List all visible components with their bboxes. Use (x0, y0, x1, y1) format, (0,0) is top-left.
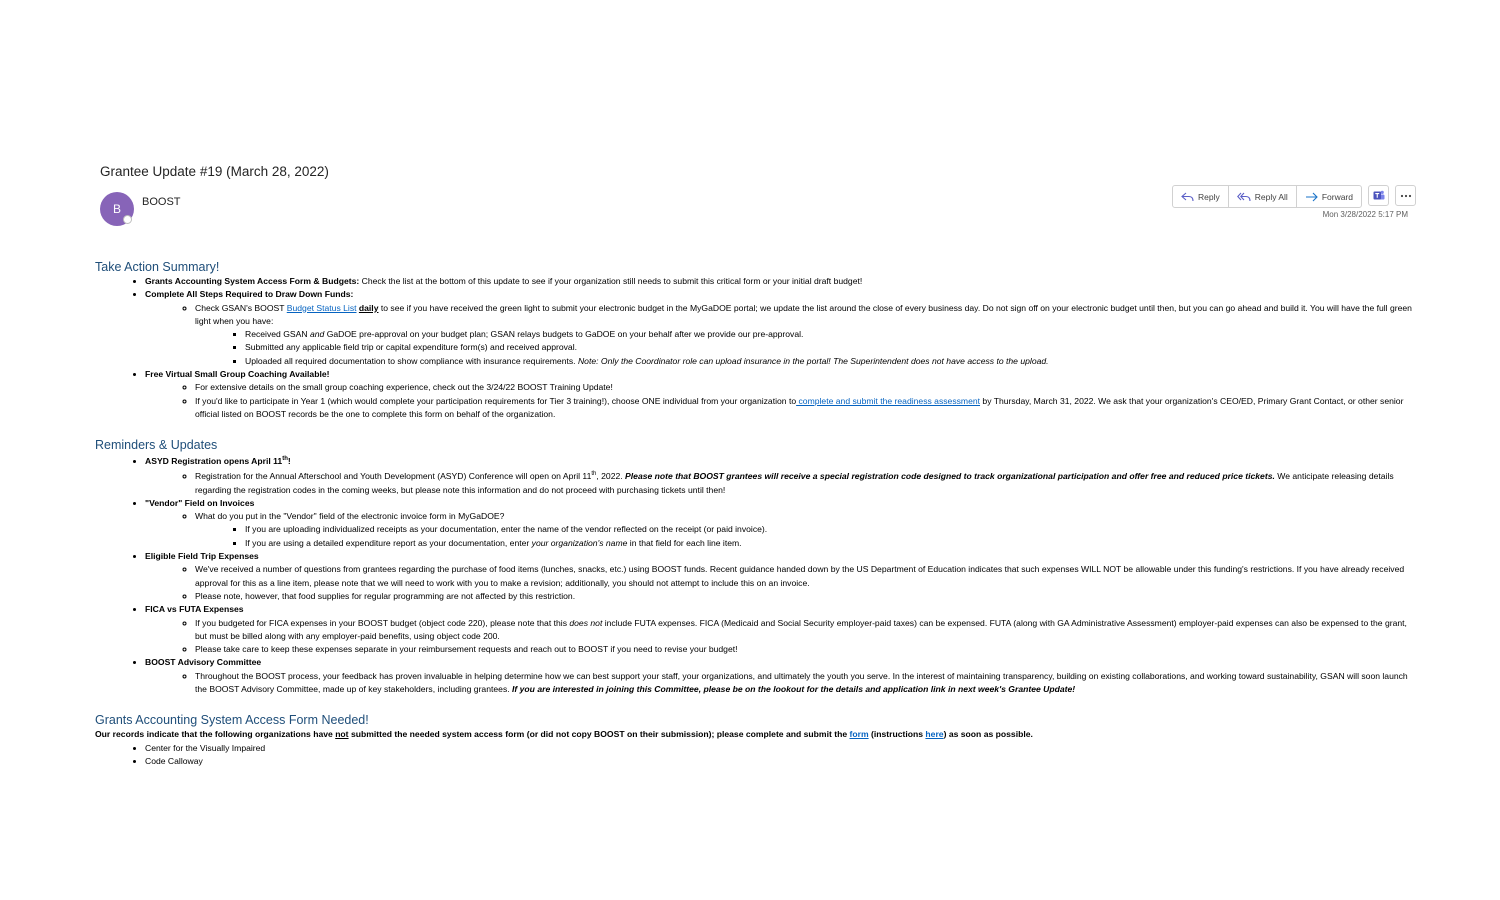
list-item (245, 328, 1415, 341)
reply-icon (1181, 192, 1194, 202)
list-item (195, 395, 1415, 422)
reply-all-button[interactable] (1229, 186, 1297, 207)
item-text: Check GSAN's BOOST (195, 302, 287, 313)
reply-all-icon (1237, 192, 1251, 202)
budget-status-list-link[interactable]: Budget Status List (286, 302, 357, 313)
item-text: Uploaded all required documentation to show compliance with insurance requirements. (245, 355, 578, 366)
daily-emphasis: daily (358, 302, 379, 313)
take-action-heading: Take Action Summary! (95, 260, 220, 274)
list-item: ▪ If you are using a detailed expenditure report as your documentation, enter your organization's name in that field for each line item. (245, 537, 1415, 550)
message-actions (1172, 185, 1416, 208)
timestamp: Mon 3/28/2022 5:17 PM (1322, 210, 1408, 219)
take-action-list (95, 275, 1415, 421)
list-item (145, 603, 1415, 656)
list-item: ◦ Please take care to keep these expenses separate in your reimbursement requests and reach out to BOOST if you need to revise your budget! (195, 643, 1415, 656)
item-title: Grants Accounting System Access Form & Budgets: (145, 276, 360, 286)
item-text: GaDOE pre-approval on your budget plan; GSAN relays budgets to GaDOE on your behalf after we provide our pre-approval. (324, 329, 804, 340)
reminders-list (95, 453, 1415, 696)
item-emphasis: If you are interested in joining this Committee, please be on the lookout for the details and application link in next week's Grantee Update! (512, 684, 1076, 695)
list-item: • Center for the Visually Impaired (145, 742, 1415, 755)
email-body (95, 259, 1415, 768)
teams-icon (1373, 190, 1385, 201)
item-emphasis: does not (569, 617, 603, 628)
instructions-here-link[interactable]: here (925, 729, 944, 740)
list-item: ◦ If you budgeted for FICA expenses in your BOOST budget (object code 220), please note that this does not include FUTA expenses. FICA (Medicaid and Social Security employer-paid taxes) can be expensed. FUTA (along with GA Administrative Assessment) employer-paid expenses can also be expensed to the grant, but must be billed along with any employer-paid benefits, using object code 200. (195, 617, 1415, 644)
item-text: to see if you have received the green light to submit your electronic budget in the MyGaDOE portal; we update the list around the close of every business day. Do not sign off on your electronic budget until then, but you can go ahead and build it. You will have the full green light when you have: (195, 302, 1412, 326)
reminders-heading: Reminders & Updates (95, 438, 218, 453)
list-item (245, 355, 1415, 368)
teams-button[interactable] (1368, 185, 1389, 206)
item-text: If you'd like to participate in Year 1 (which would complete your participation requirements for Tier 3 training!), choose ONE individual from your organization to (195, 395, 797, 406)
item-emphasis: Note: Only the Coordinator role can upload insurance in the portal! The Superintendent does not have access to the upload. (577, 355, 1049, 366)
item-title: "Vendor" Field on Invoices (145, 497, 255, 508)
item-text: Received GSAN (245, 329, 310, 340)
list-item: ◦ For extensive details on the small group coaching experience, check out the 3/24/22 BOOST Training Update! (195, 381, 1415, 394)
item-title: ASYD Registration opens April 11th! (145, 456, 291, 467)
reply-button[interactable] (1173, 186, 1229, 207)
email-subject: Grantee Update #19 (March 28, 2022) (100, 164, 329, 179)
list-item: • Code Calloway (145, 755, 1415, 768)
list-item: ▪ Submitted any applicable field trip or capital expenditure form(s) and received approval. (245, 341, 1415, 354)
reply-label: Reply (1198, 191, 1220, 202)
list-item: ◦ Throughout the BOOST process, your feedback has proven invaluable in helping determine how we can best support your staff, your organizations, and ultimately the youth you serve. In the interest of maintaining transparency, building on existing collaborations, and working toward sustainability, GSAN will soon launch the BOOST Advisory Committee, made up of key stakeholders, including grantees. If you are interested in joining this Committee, please be on the lookout for the details and application link in next week's Grantee Update! (195, 670, 1415, 697)
sender-name[interactable]: BOOST (142, 196, 181, 208)
list-item (145, 368, 1415, 421)
gas-form-notice: Our records indicate that the following organizations have not submitted the needed system access form (or did not copy BOOST on their submission); please complete and submit the form (instructions here) as soon as possible. (95, 729, 1033, 740)
reply-button-group (1172, 185, 1362, 208)
list-item: ◦ We've received a number of questions from grantees regarding the purchase of food items (lunches, snacks, etc.) using BOOST funds. Recent guidance handed down by the US Department of Education indicates that such expenses WILL NOT be allowable under this funding's restrictions. If you have already received approval for this as a line item, please note that we will need to work with you to make a revision; additionally, you should not attempt to include this on an invoice. (195, 563, 1415, 590)
item-emphasis: and (309, 329, 325, 340)
item-title: BOOST Advisory Committee (145, 657, 262, 668)
form-link[interactable]: form (849, 729, 869, 740)
list-item (145, 275, 1415, 288)
avatar-initial: B (112, 202, 121, 216)
organizations-list (95, 742, 1415, 769)
item-text: Check the list at the bottom of this update to see if your organization still needs to submit this critical form or your initial draft budget! (359, 276, 863, 286)
list-item (195, 302, 1415, 368)
reply-all-label: Reply All (1254, 191, 1288, 202)
list-item: ▪ If you are uploading individualized receipts as your documentation, enter the name of the vendor reflected on the receipt (or paid invoice). (245, 523, 1415, 536)
more-options-button[interactable] (1395, 185, 1416, 206)
forward-button[interactable] (1297, 186, 1361, 207)
item-title: Eligible Field Trip Expenses (145, 551, 259, 562)
list-item (145, 656, 1415, 696)
readiness-assessment-link[interactable]: complete and submit the readiness assessment (796, 395, 981, 406)
gas-form-heading: Grants Accounting System Access Form Needed! (95, 713, 369, 728)
item-title: Free Virtual Small Group Coaching Available! (145, 369, 330, 380)
item-title: FICA vs FUTA Expenses (145, 604, 244, 615)
item-emphasis: your organization's name (531, 537, 628, 548)
list-item: ◦ What do you put in the "Vendor" field of the electronic invoice form in MyGaDOE? ▪ If you are uploading individualized receipts as your documentation, enter the name of the vendor reflected on the receipt (or paid invoice). ▪ If you are using a detailed expenditure report as your documentation, enter your organization's name in that field for each line item. (195, 510, 1415, 550)
forward-icon (1305, 192, 1318, 202)
list-item (145, 497, 1415, 550)
item-emphasis: Please note that BOOST grantees will receive a special registration code designed to track organizational participation and offer free and reduced price tickets. (625, 471, 1275, 482)
forward-label: Forward (1321, 191, 1353, 202)
item-text: by Thursday, March 31, 2022. We ask that your organization's CEO/ED, Primary Grant Contact, or other senior official listed on BOOST records be the one to complete this form on behalf of the organization. (195, 395, 1404, 419)
more-icon (1400, 194, 1412, 198)
list-item (145, 288, 1415, 368)
item-title: Complete All Steps Required to Draw Down Funds: (145, 289, 354, 300)
list-item: ◦ Please note, however, that food supplies for regular programming are not affected by this restriction. (195, 590, 1415, 603)
list-item: ◦ Registration for the Annual Afterschool and Youth Development (ASYD) Conference will open on April 11th, 2022. Please note that BOOST grantees will receive a special registration code designed to track organizational participation and offer free and reduced price tickets. We anticipate releasing details regarding the registration codes in the coming weeks, but please note this information and do not proceed with purchasing tickets until then! (195, 468, 1415, 496)
list-item (145, 550, 1415, 603)
list-item (145, 453, 1415, 497)
presence-status-icon (123, 215, 132, 224)
